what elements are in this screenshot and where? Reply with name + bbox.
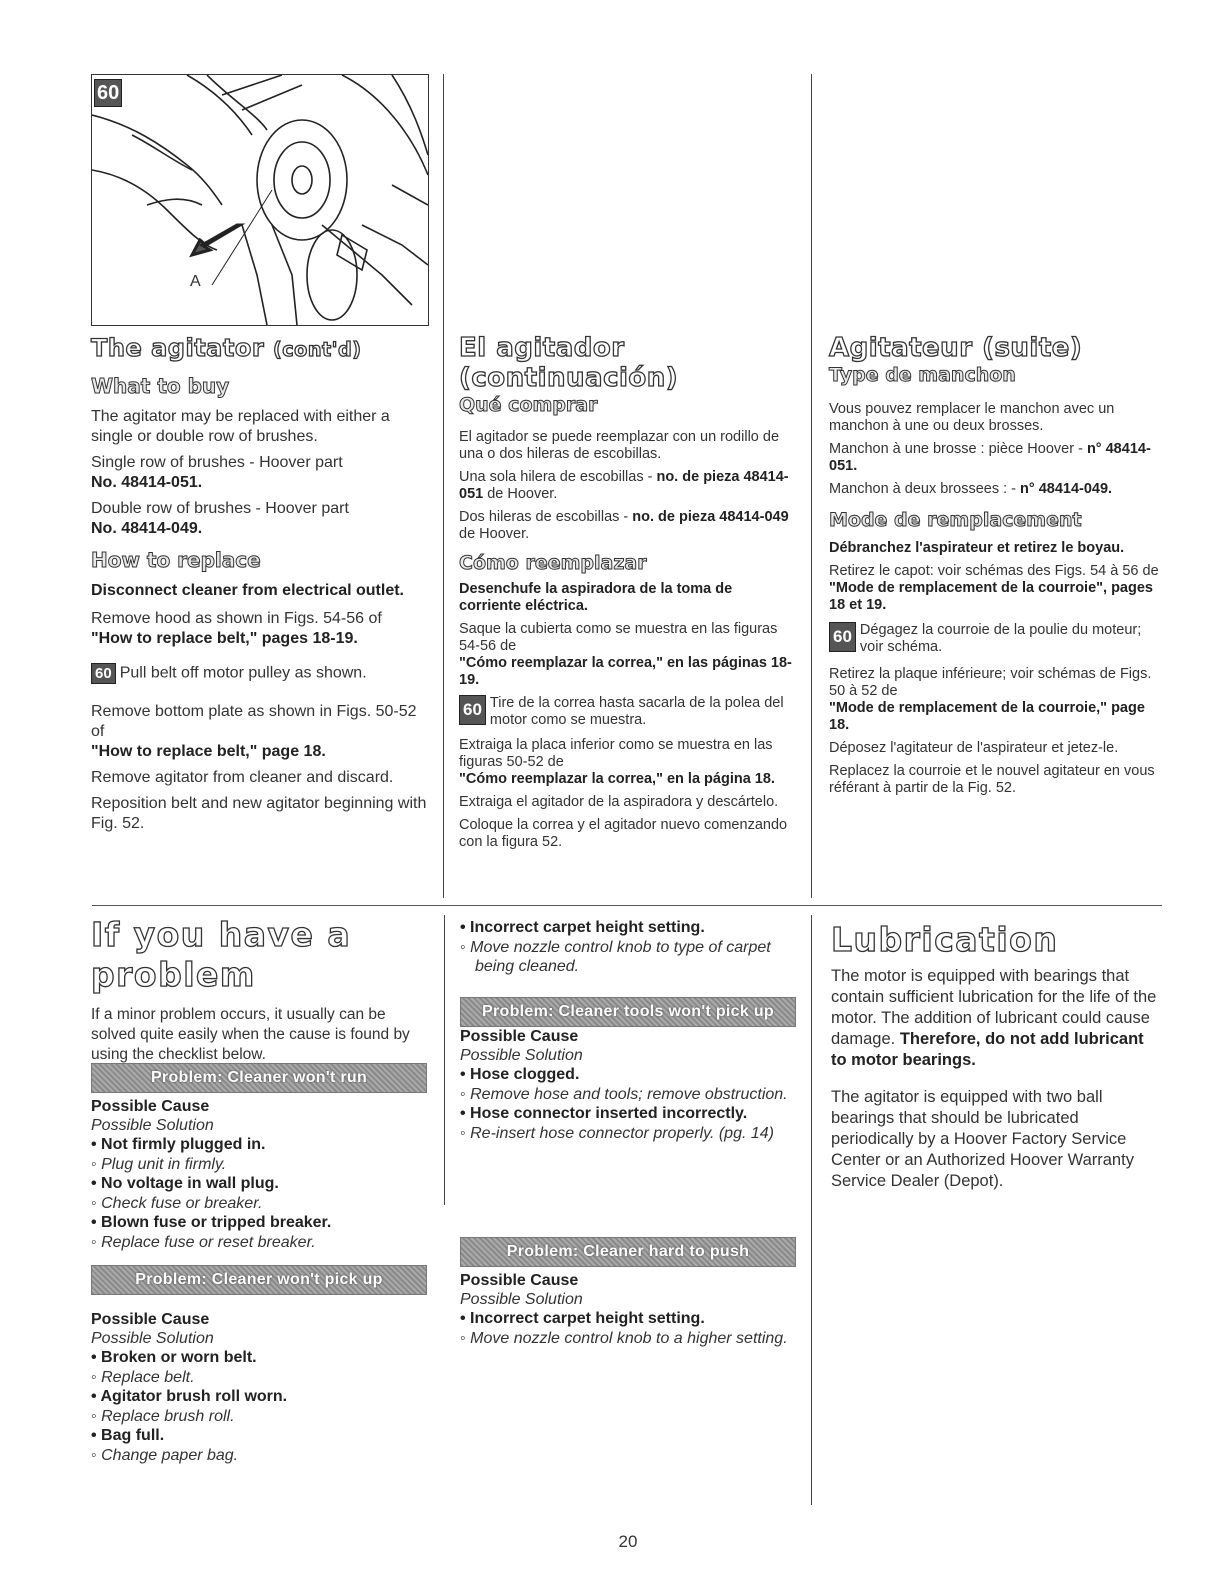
en-double-part: No. 48414-049.	[91, 520, 203, 537]
cause-text: Incorrect carpet height setting.	[470, 1310, 705, 1327]
possible-solution-label: Possible Solution	[460, 1291, 583, 1308]
fix-text: Remove hose and tools; remove obstruction.	[470, 1086, 788, 1103]
en-single-part: No. 48414-051.	[91, 474, 203, 491]
lubrication-p2: The agitator is equipped with two ball bearings that should be lubricated periodically by a Hoover Factory Service Center or an Authorized Hoover Warranty Service Dealer (Depot).	[831, 1088, 1134, 1190]
en-remove-bottom-ref: "How to replace belt," page 18.	[91, 743, 326, 760]
es-intro: El agitador se puede reemplazar con un rodillo de una o dos hileras de escobillas.	[459, 429, 780, 462]
es-que-comprar-heading: Qué comprar	[459, 394, 598, 416]
fix-item: ◦ Check fuse or breaker.	[91, 1195, 263, 1212]
fix-item: ◦ Move nozzle control knob to a higher setting.	[460, 1330, 788, 1347]
es-single	[459, 469, 795, 503]
spanish-agitator-section	[459, 333, 795, 851]
problem-header-wont-run: Problem: Cleaner won't run	[91, 1063, 427, 1093]
en-intro: The agitator may be replaced with either a single or double row of brushes.	[91, 408, 390, 445]
fix-item: ◦ Replace belt.	[91, 1369, 195, 1386]
fix-item: ◦ Re-insert hose connector properly. (pg. 14)	[460, 1125, 774, 1142]
fr-double-label: Manchon à deux brossees : -	[829, 481, 1016, 497]
possible-solution-label: Possible Solution	[91, 1330, 214, 1347]
fr-intro: Vous pouvez remplacer le manchon avec un manchon à une ou deux brosses.	[829, 401, 1115, 434]
fr-double	[829, 481, 1164, 498]
es-double-suffix: de Hoover.	[459, 526, 530, 542]
es-remove-hood-ref: "Cómo reemplazar la correa," en las páginas 18-19.	[459, 655, 792, 688]
cause-text: Hose clogged.	[470, 1066, 580, 1083]
fr-disconnect: Débranchez l'aspirateur et retirez le boyau.	[829, 540, 1125, 556]
cause-item: • Hose connector inserted incorrectly.	[460, 1105, 748, 1122]
es-single-label: Una sola hilera de escobillas -	[459, 469, 653, 485]
cause-item: • Broken or worn belt.	[91, 1349, 257, 1366]
es-single-part: no. de pieza 48414-051	[459, 469, 789, 502]
es-remove-bottom-ref: "Cómo reemplazar la correa," en la página 18.	[459, 771, 775, 787]
fix-item: ◦ Replace fuse or reset breaker.	[91, 1234, 316, 1251]
column-divider-1	[443, 74, 444, 898]
possible-solution-label: Possible Solution	[460, 1047, 583, 1064]
en-pull-belt-step	[91, 663, 431, 684]
possible-solution-label: Possible Solution	[91, 1117, 214, 1134]
cause-item: • Blown fuse or tripped breaker.	[91, 1214, 332, 1231]
fr-single-label: Manchon à une brosse : pièce Hoover -	[829, 441, 1083, 457]
fr-double-part: n° 48414-049.	[1020, 481, 1113, 497]
en-reposition: Reposition belt and new agitator beginning with Fig. 52.	[91, 795, 427, 832]
es-double	[459, 509, 795, 543]
en-remove-hood: Remove hood as shown in Figs. 54-56 of	[91, 610, 382, 627]
step-badge: 60	[829, 622, 856, 652]
column-divider-3	[444, 915, 445, 1205]
es-remove-agitator: Extraiga el agitador de la aspiradora y descártelo.	[459, 794, 779, 810]
french-agitator-section	[829, 333, 1164, 797]
problem-header-wont-pick-up: Problem: Cleaner won't pick up	[91, 1265, 427, 1295]
fix-item: ◦ Change paper bag.	[91, 1447, 239, 1464]
section-divider	[92, 905, 1162, 906]
cause-text: Not firmly plugged in.	[101, 1136, 266, 1153]
es-title-line1: El agitador	[459, 333, 625, 363]
possible-cause-label: Possible Cause	[91, 1311, 210, 1328]
es-disconnect: Desenchufe la aspiradora de la toma de corriente eléctrica.	[459, 581, 733, 614]
fix-text: Move nozzle control knob to type of carpet being cleaned.	[470, 939, 771, 975]
en-title-main: The agitator	[91, 334, 265, 362]
lubrication-p1	[831, 966, 1163, 1071]
problem-intro: If a minor problem occurs, it usually can be solved quite easily when the cause is found by using the checklist below.	[91, 1006, 410, 1063]
en-disconnect: Disconnect cleaner from electrical outlet.	[91, 582, 404, 599]
figure-number-badge: 60	[94, 79, 122, 107]
step-badge: 60	[91, 663, 116, 684]
fr-pull-belt: Dégagez la courroie de la poulie du moteur; voir schéma.	[859, 622, 1142, 655]
es-como-reemplazar-heading: Cómo reemplazar	[459, 552, 647, 574]
cause-item: • Incorrect carpet height setting.	[460, 1310, 705, 1327]
lubrication-title: Lubrication	[831, 920, 1059, 959]
fr-remove-bottom-ref: "Mode de remplacement de la courroie," page 18.	[829, 700, 1145, 733]
fr-remove-hood: Retirez le capot: voir schémas des Figs. 54 à 56 de	[829, 563, 1159, 579]
es-pull-belt-step	[459, 695, 795, 729]
possible-cause-label: Possible Cause	[460, 1028, 579, 1045]
fr-remove-hood-ref: "Mode de remplacement de la courroie", pages 18 et 19.	[829, 580, 1153, 613]
fix-item: ◦ Replace brush roll.	[91, 1408, 235, 1425]
es-double-label: Dos hileras de escobillas -	[459, 509, 629, 525]
cause-text: Agitator brush roll worn.	[100, 1388, 288, 1405]
problem-tools-list	[460, 1027, 796, 1143]
problem-header-hard-to-push: Problem: Cleaner hard to push	[460, 1237, 796, 1267]
cause-text: Blown fuse or tripped breaker.	[101, 1214, 332, 1231]
problem-hard-to-push-list	[460, 1271, 796, 1348]
fix-text: Check fuse or breaker.	[101, 1195, 263, 1212]
es-remove-hood: Saque la cubierta como se muestra en las figuras 54-56 de	[459, 621, 778, 654]
figure-agitator-belt	[91, 74, 429, 326]
fix-text: Re-insert hose connector properly. (pg. 14)	[470, 1125, 774, 1142]
possible-cause-label: Possible Cause	[460, 1272, 579, 1289]
step-badge: 60	[459, 695, 486, 725]
fix-text: Move nozzle control knob to a higher setting.	[470, 1330, 788, 1347]
cause-text: No voltage in wall plug.	[101, 1175, 279, 1192]
lubrication-section	[831, 920, 1163, 1192]
problem-wont-pick-up-list	[91, 1310, 431, 1465]
english-agitator-section	[91, 333, 431, 834]
en-remove-agitator: Remove agitator from cleaner and discard.	[91, 769, 394, 786]
en-agitator-title	[91, 333, 431, 365]
problem-header-tools-wont-pick-up: Problem: Cleaner tools won't pick up	[460, 997, 796, 1027]
fr-pull-belt-step	[829, 622, 1164, 656]
cause-text: Broken or worn belt.	[101, 1349, 257, 1366]
possible-cause-label: Possible Cause	[91, 1098, 210, 1115]
problem-wont-run-list	[91, 1097, 431, 1252]
fr-mode-heading: Mode de remplacement	[829, 509, 1082, 531]
en-how-to-replace-heading: How to replace	[91, 548, 261, 572]
callout-label-a: A	[190, 273, 201, 290]
en-pull-belt: Pull belt off motor pulley as shown.	[119, 664, 367, 682]
fix-item: ◦ Move nozzle control knob to type of carpet being cleaned.	[460, 939, 771, 975]
en-double-label: Double row of brushes - Hoover part	[91, 500, 349, 517]
fix-text: Change paper bag.	[101, 1447, 239, 1464]
cause-text: Bag full.	[101, 1427, 165, 1444]
lubrication-warning: Therefore, do not add lubricant to motor bearings.	[831, 1030, 1144, 1069]
problem-title-line2: problem	[91, 955, 256, 994]
fr-type-heading: Type de manchon	[829, 364, 1016, 386]
cause-text: Incorrect carpet height setting.	[470, 919, 705, 936]
cause-item: • Bag full.	[91, 1427, 165, 1444]
troubleshooting-section	[91, 915, 431, 1065]
es-pull-belt: Tire de la correa hasta sacarla de la polea del motor como se muestra.	[489, 695, 784, 728]
es-single-suffix: de Hoover.	[487, 486, 558, 502]
fr-single-part: n° 48414-051.	[829, 441, 1151, 474]
cause-item: • Hose clogged.	[460, 1066, 580, 1083]
fr-single	[829, 441, 1164, 475]
es-remove-bottom: Extraiga la placa inferior como se muestra en las figuras 50-52 de	[459, 737, 773, 770]
cause-item: • Agitator brush roll worn.	[91, 1388, 288, 1405]
fr-remove-bottom: Retirez la plaque inférieure; voir schémas de Figs. 50 à 52 de	[829, 666, 1152, 699]
fix-item: ◦ Remove hose and tools; remove obstruction.	[460, 1086, 788, 1103]
en-what-to-buy-heading: What to buy	[91, 374, 230, 398]
fix-item: ◦ Plug unit in firmly.	[91, 1156, 227, 1173]
cause-text: Hose connector inserted incorrectly.	[470, 1105, 748, 1122]
cause-item: • Not firmly plugged in.	[91, 1136, 266, 1153]
column-divider-2	[811, 74, 812, 898]
es-double-part: no. de pieza 48414-049	[632, 509, 789, 525]
fr-reposition: Replacez la courroie et le nouvel agitateur en vous référant à partir de la Fig. 52.	[829, 763, 1155, 796]
es-reposition: Coloque la correa y el agitador nuevo comenzando con la figura 52.	[459, 817, 788, 850]
en-single-label: Single row of brushes - Hoover part	[91, 454, 343, 471]
belt-removal-illustration	[92, 75, 428, 325]
page-number: 20	[618, 1532, 638, 1551]
column-divider-4	[811, 915, 812, 1505]
en-remove-hood-ref: "How to replace belt," pages 18-19.	[91, 630, 358, 647]
en-title-suffix: (cont'd)	[273, 338, 362, 361]
fr-title: Agitateur (suite)	[829, 333, 1083, 363]
lubrication-p1-text: The motor is equipped with bearings that contain sufficient lubrication for the life of the motor. The addition of lubricant could cause damage.	[831, 967, 1157, 1048]
es-title-line2: (continuación)	[459, 363, 679, 393]
problem-wont-pick-up-continued	[460, 918, 796, 976]
problem-title-line1: If you have a	[91, 915, 352, 954]
fix-text: Plug unit in firmly.	[101, 1156, 227, 1173]
fr-remove-agitator: Déposez l'agitateur de l'aspirateur et jetez-le.	[829, 740, 1119, 756]
fix-text: Replace fuse or reset breaker.	[101, 1234, 316, 1251]
cause-item: • Incorrect carpet height setting.	[460, 919, 705, 936]
fix-text: Replace brush roll.	[101, 1408, 235, 1425]
cause-item: • No voltage in wall plug.	[91, 1175, 279, 1192]
en-remove-bottom: Remove bottom plate as shown in Figs. 50-52 of	[91, 703, 417, 740]
fix-text: Replace belt.	[101, 1369, 195, 1386]
